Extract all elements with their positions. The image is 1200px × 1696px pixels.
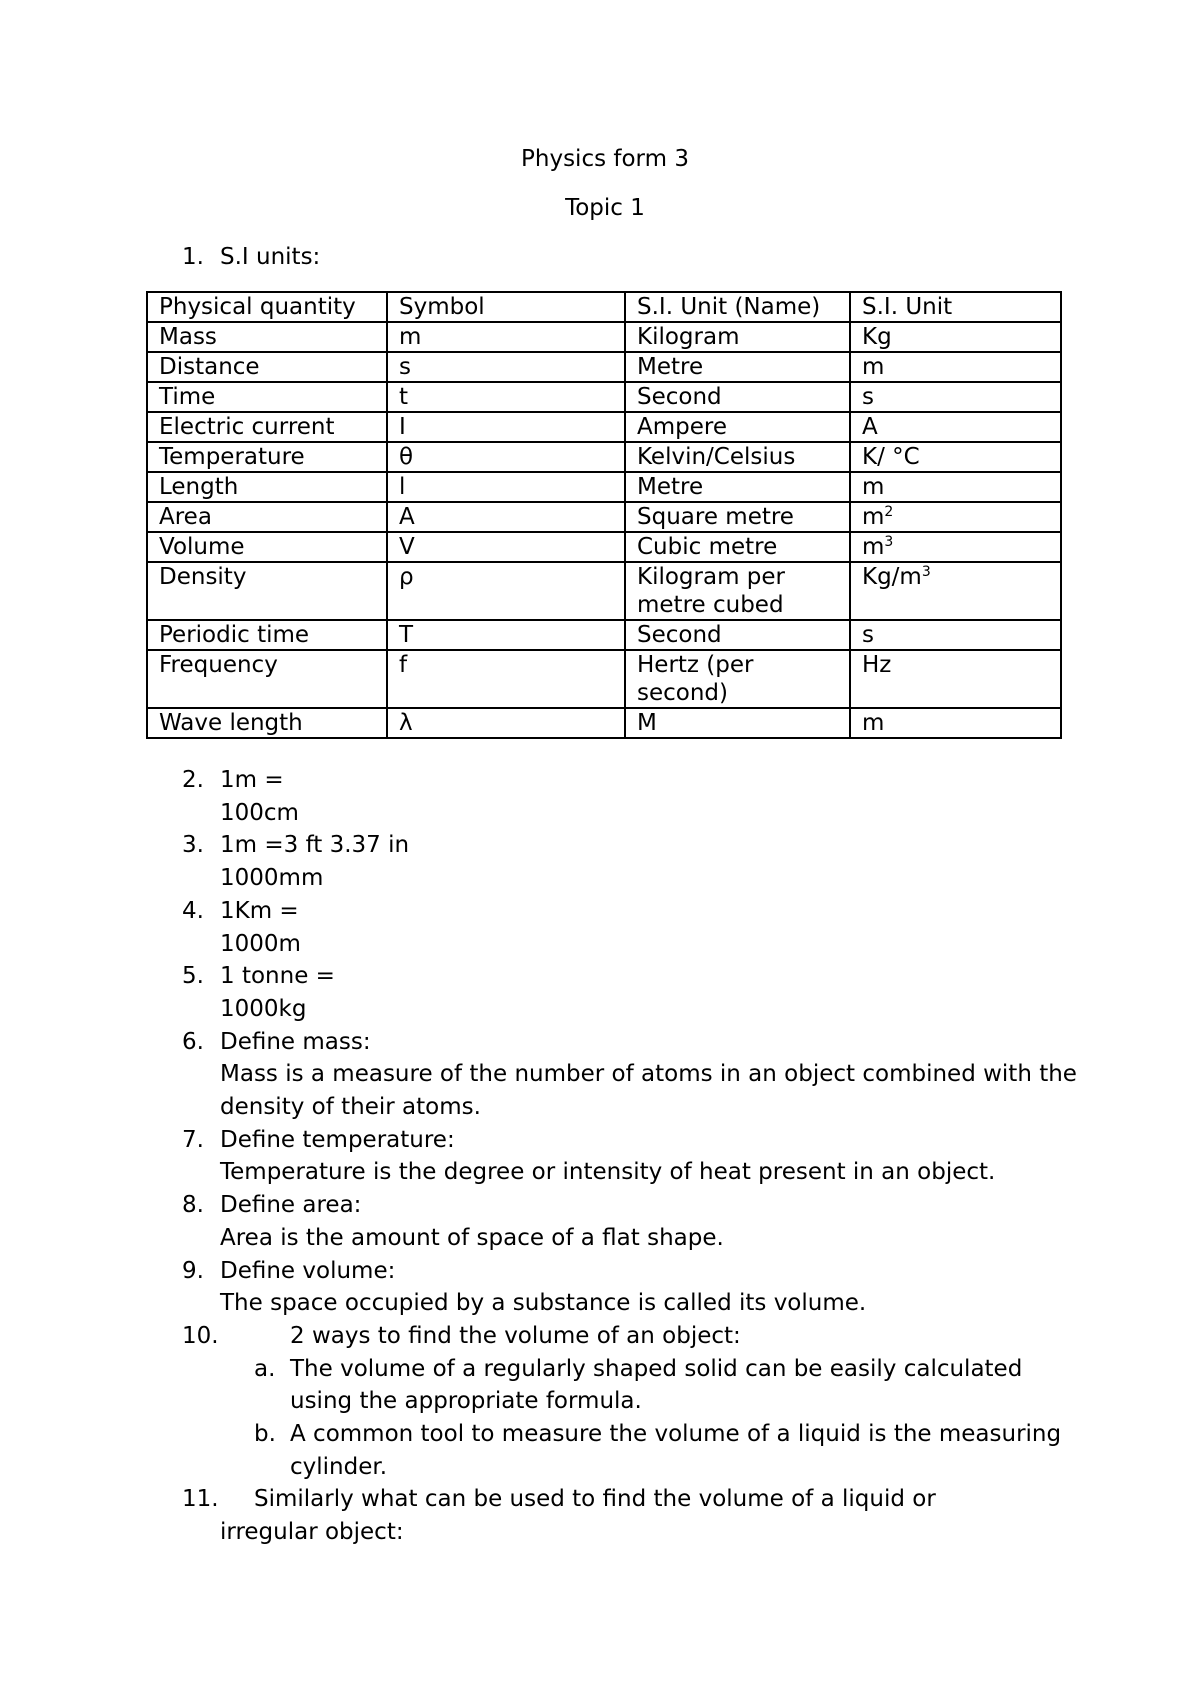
item-answer: 1000m	[220, 930, 301, 957]
unit-base: m	[862, 504, 885, 530]
topic-heading: Topic 1	[565, 195, 645, 221]
item-question: Define area:	[220, 1192, 362, 1219]
cell-unit-name: Kilogram per metre cubed	[625, 562, 850, 620]
sub-item-letter: a.	[254, 1355, 276, 1382]
cell-unit	[850, 502, 1061, 532]
cell-quantity: Temperature	[147, 442, 387, 472]
item-question: 2 ways to find the volume of an object:	[290, 1322, 741, 1349]
table-row	[147, 620, 1061, 650]
cell-quantity: Electric current	[147, 412, 387, 442]
cell-unit-name: Second	[625, 382, 850, 412]
cell-unit-name: Metre	[625, 472, 850, 502]
item-answer: 100cm	[220, 799, 299, 826]
question-list	[182, 764, 1082, 1549]
table-row	[147, 442, 1061, 472]
cell-unit: A	[850, 412, 1061, 442]
item-answer: Area is the amount of space of a flat shape.	[220, 1224, 724, 1251]
item-number: 7.	[182, 1126, 204, 1153]
cell-quantity: Periodic time	[147, 620, 387, 650]
list-item	[182, 829, 1082, 894]
header-unit: S.I. Unit	[850, 292, 1061, 322]
table-row	[147, 562, 1061, 620]
document-title: Physics form 3	[521, 146, 689, 172]
cell-unit: K/ °C	[850, 442, 1061, 472]
item-question: 1m =	[220, 767, 284, 793]
cell-quantity: Mass	[147, 322, 387, 352]
unit-base: m	[862, 534, 885, 560]
cell-quantity: Frequency	[147, 650, 387, 708]
cell-symbol: A	[387, 502, 625, 532]
table-row	[147, 532, 1061, 562]
cell-unit-name: Hertz (per second)	[625, 650, 850, 708]
unit-exponent: 2	[884, 504, 894, 520]
cell-unit: s	[850, 620, 1061, 650]
cell-symbol: ρ	[387, 562, 625, 620]
table-row	[147, 472, 1061, 502]
list-item	[182, 1124, 1082, 1189]
item-answer: 1000kg	[220, 995, 307, 1022]
item-answer: 1000mm	[220, 865, 324, 892]
header-symbol: Symbol	[387, 292, 625, 322]
cell-quantity: Distance	[147, 352, 387, 382]
item-number: 4.	[182, 897, 204, 924]
item-question: Define temperature:	[220, 1126, 455, 1153]
item-question: Define mass:	[220, 1028, 371, 1055]
table-header-row	[147, 292, 1061, 322]
list-item	[182, 1026, 1082, 1124]
item-number: 2.	[182, 767, 204, 793]
section-title: S.I units:	[220, 244, 321, 270]
header-physical-quantity: Physical quantity	[147, 292, 387, 322]
item-number: 11.	[182, 1486, 219, 1513]
table-row	[147, 352, 1061, 382]
table-row	[147, 502, 1061, 532]
item-question: 1 tonne =	[220, 963, 335, 990]
cell-quantity: Time	[147, 382, 387, 412]
cell-unit-name: Cubic metre	[625, 532, 850, 562]
table-row	[147, 650, 1061, 708]
cell-quantity: Area	[147, 502, 387, 532]
cell-unit: m	[850, 708, 1061, 738]
item-question-continuation: irregular object:	[220, 1519, 404, 1546]
cell-unit: m	[850, 352, 1061, 382]
cell-symbol: f	[387, 650, 625, 708]
list-item	[182, 1255, 1082, 1320]
sub-item	[216, 1353, 1082, 1418]
header-unit-name: S.I. Unit (Name)	[625, 292, 850, 322]
sub-item	[216, 1418, 1082, 1483]
cell-unit-name: Second	[625, 620, 850, 650]
item-question: Similarly what can be used to find the volume of a liquid or	[254, 1486, 936, 1513]
cell-unit: m	[850, 472, 1061, 502]
table-row	[147, 708, 1061, 738]
cell-symbol: t	[387, 382, 625, 412]
cell-symbol: I	[387, 412, 625, 442]
cell-symbol: s	[387, 352, 625, 382]
cell-quantity: Volume	[147, 532, 387, 562]
table-row	[147, 322, 1061, 352]
item-answer: Mass is a measure of the number of atoms in an object combined with the density of their atoms.	[220, 1061, 1077, 1121]
list-item	[182, 895, 1082, 960]
unit-exponent: 3	[884, 534, 894, 550]
item-answer: The space occupied by a substance is called its volume.	[220, 1290, 867, 1317]
sub-item-text: A common tool to measure the volume of a liquid is the measuring cylinder.	[290, 1421, 1062, 1480]
unit-base: Kg/m	[862, 564, 922, 590]
cell-unit-name: Square metre	[625, 502, 850, 532]
cell-unit	[850, 532, 1061, 562]
cell-quantity: Length	[147, 472, 387, 502]
item-number: 5.	[182, 963, 204, 990]
cell-quantity: Wave length	[147, 708, 387, 738]
item-number: 8.	[182, 1192, 204, 1219]
cell-symbol: V	[387, 532, 625, 562]
sub-item-letter: b.	[254, 1421, 276, 1448]
item-answer: Temperature is the degree or intensity of heat present in an object.	[220, 1159, 996, 1186]
item-number: 10.	[182, 1322, 219, 1349]
item-question: 1Km =	[220, 897, 299, 924]
cell-quantity: Density	[147, 562, 387, 620]
section-heading	[182, 243, 320, 271]
item-number: 6.	[182, 1028, 204, 1055]
cell-unit-name: Kilogram	[625, 322, 850, 352]
sub-item-text: The volume of a regularly shaped solid can be easily calculated using the appropriate formula.	[290, 1355, 1023, 1415]
list-item	[182, 1189, 1082, 1254]
list-item	[182, 960, 1082, 1025]
cell-symbol: λ	[387, 708, 625, 738]
si-units-table	[146, 291, 1062, 739]
cell-unit-name: M	[625, 708, 850, 738]
cell-unit: s	[850, 382, 1061, 412]
cell-symbol: T	[387, 620, 625, 650]
section-number: 1.	[182, 244, 204, 270]
list-item-volume-methods	[182, 1320, 1082, 1353]
cell-symbol: θ	[387, 442, 625, 472]
list-item	[182, 764, 1082, 829]
cell-unit-name: Ampere	[625, 412, 850, 442]
cell-unit-name: Metre	[625, 352, 850, 382]
table-row	[147, 412, 1061, 442]
cell-symbol: m	[387, 322, 625, 352]
list-item-liquid-volume	[182, 1483, 1082, 1548]
cell-symbol: l	[387, 472, 625, 502]
item-question: Define volume:	[220, 1257, 396, 1284]
cell-unit: Hz	[850, 650, 1061, 708]
cell-unit: Kg	[850, 322, 1061, 352]
cell-unit-name: Kelvin/Celsius	[625, 442, 850, 472]
item-question: 1m =3 ft 3.37 in	[220, 832, 410, 859]
unit-exponent: 3	[921, 564, 931, 580]
item-number: 9.	[182, 1257, 204, 1284]
item-number: 3.	[182, 832, 204, 859]
cell-unit	[850, 562, 1061, 620]
table-row	[147, 382, 1061, 412]
